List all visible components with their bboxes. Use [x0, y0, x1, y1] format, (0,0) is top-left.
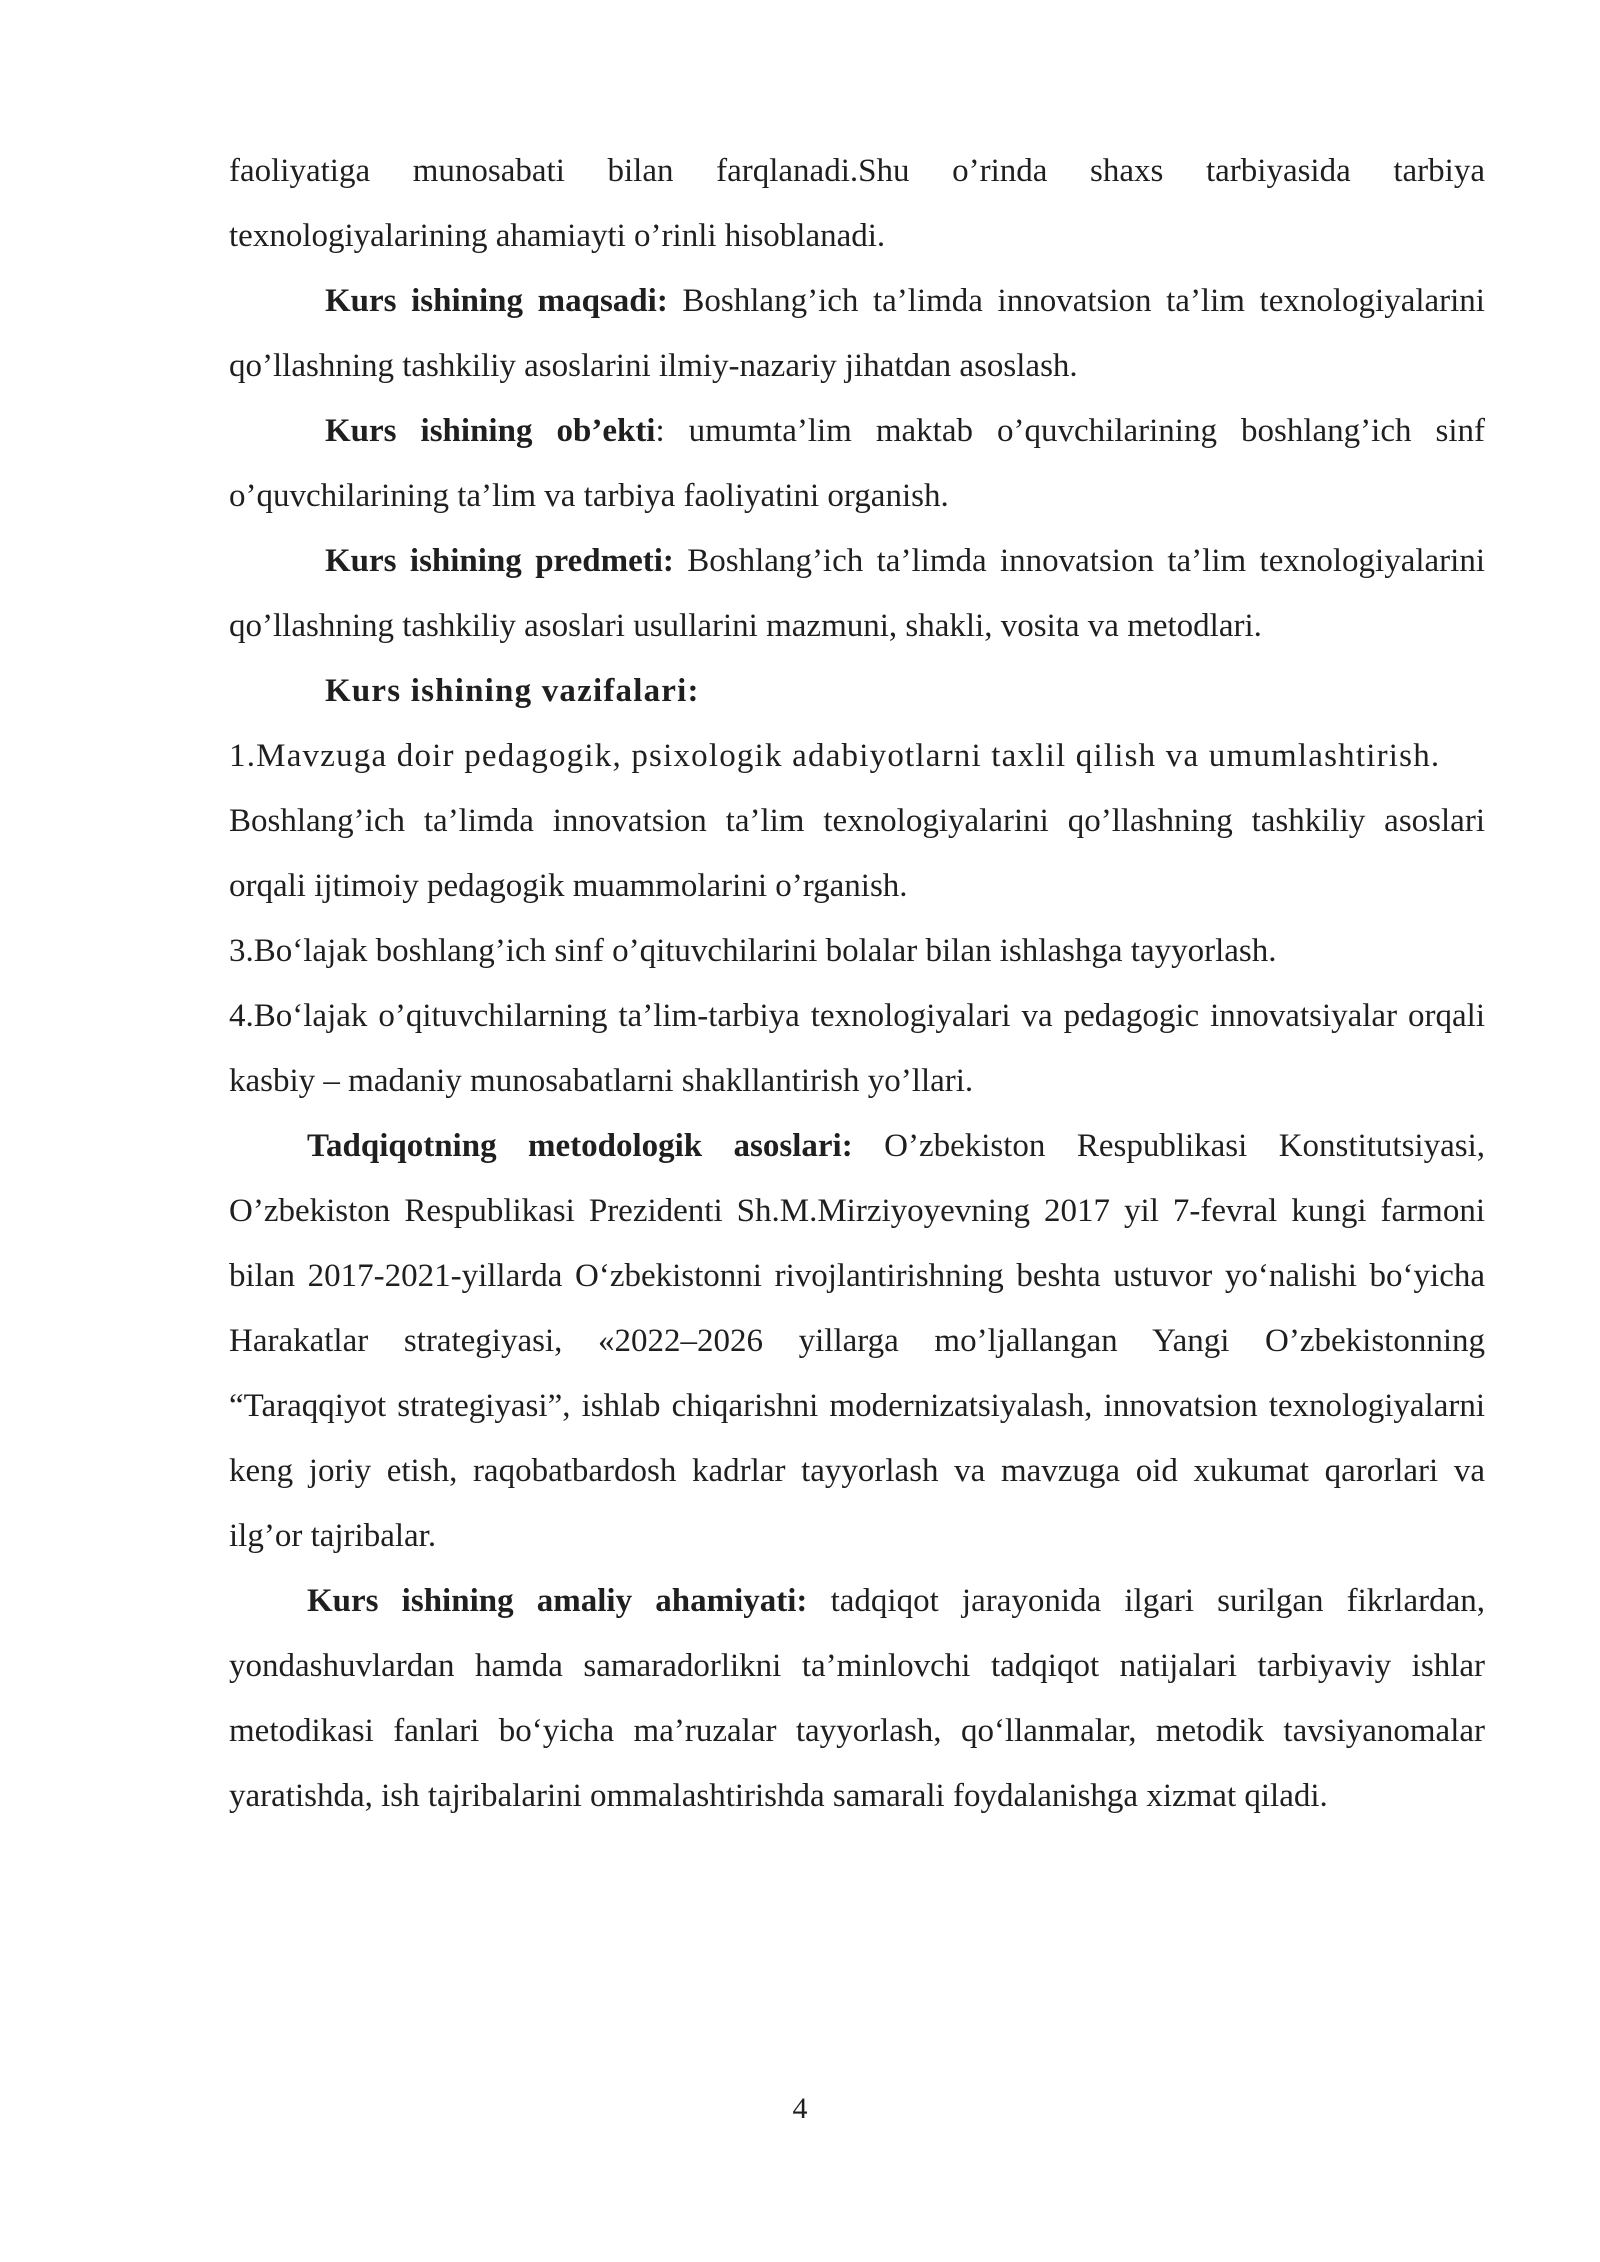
paragraph-intro: faoliyatiga munosabati bilan farqlanadi.Shu o’rinda shaxs tarbiyasida tarbiya texnologiyalarining ahamiayti o’rinli hisoblanadi. — [229, 153, 1485, 254]
paragraph-goal — [229, 269, 1485, 399]
subject-heading: Kurs ishining predmeti: — [325, 543, 674, 579]
subject-text: Boshlang’ich ta’limda innovatsion ta’lim texnologiyalarini qo’llashning tashkiliy asoslari usullarini mazmuni, shakli, vosita va metodlari. — [229, 543, 1485, 644]
task-item-1: 1.Mavzuga doir pedagogik, psixologik adabiyotlarni taxlil qilish va umumlashtirish. — [229, 738, 1441, 774]
task-item-4: 4.Bo‘lajak o’qituvchilarning ta’lim-tarbiya texnologiyalari va pedagogic innovatsiyalar orqali kasbiy – madaniy munosabatlarni shakllantirish yo’llari. — [229, 998, 1485, 1099]
practical-text: tadqiqot jarayonida ilgari surilgan fikrlardan, yondashuvlardan hamda samaradorlikni ta’minlovchi tadqiqot natijalari tarbiyaviy ishlar metodikasi fanlari bo‘yicha ma’ruzalar tayyorlash, qo‘llanmalar, metodik tavsiyanomalar yaratishda, ish tajribalarini ommalashtirishda samarali foydalanishga xizmat qiladi. — [229, 1583, 1485, 1814]
object-heading: Kurs ishining ob’ekti — [325, 413, 656, 449]
goal-text: Boshlang’ich ta’limda innovatsion ta’lim texnologiyalarini qo’llashning tashkiliy asoslarini ilmiy-nazariy jihatdan asoslash. — [229, 283, 1485, 384]
object-text: : umumta’lim maktab o’quvchilarining boshlang’ich sinf o’quvchilarining ta’lim va tarbiya faoliyatini organish. — [229, 413, 1485, 514]
methodology-text: O’zbekiston Respublikasi Konstitutsiyasi, O’zbekiston Respublikasi Prezidenti Sh.M.Mirziyoyevning 2017 yil 7-fevral kungi farmoni bilan 2017-2021-yillarda O‘zbekistonni rivojlantirishning beshta ustuvor yo‘nalishi bo‘yicha Harakatlar strategiyasi, «2022–2026 yillarga mo’ljallangan Yangi O’zbekistonning “Taraqqiyot strategiyasi”, ishlab chiqarishni modernizatsiyalash, innovatsion texnologiyalarni keng joriy etish, raqobatbardosh kadrlar tayyorlash va mavzuga oid xukumat qarorlari va ilg’or tajribalar. — [229, 1128, 1485, 1554]
paragraph-subject — [229, 529, 1485, 659]
goal-heading: Kurs ishining maqsadi: — [325, 283, 668, 319]
tasks-heading: Kurs ishining vazifalari: — [325, 673, 700, 709]
methodology-heading: Tadqiqotning metodologik asoslari: — [307, 1128, 853, 1164]
document-body — [229, 139, 1485, 1829]
task-item-2: Boshlang’ich ta’limda innovatsion ta’lim texnologiyalarini qo’llashning tashkiliy asoslari orqali ijtimoiy pedagogik muammolarini o’rganish. — [229, 803, 1485, 904]
practical-heading: Kurs ishining amaliy ahamiyati: — [307, 1583, 808, 1619]
task-item-3: 3.Bo‘lajak boshlang’ich sinf o’qituvchilarini bolalar bilan ishlashga tayyorlash. — [229, 933, 1277, 969]
paragraph-practical-significance — [229, 1569, 1485, 1829]
paragraph-tasks-heading — [229, 659, 1485, 724]
paragraph-object — [229, 399, 1485, 529]
page-number: 4 — [792, 2092, 808, 2125]
paragraph-methodology — [229, 1114, 1485, 1569]
